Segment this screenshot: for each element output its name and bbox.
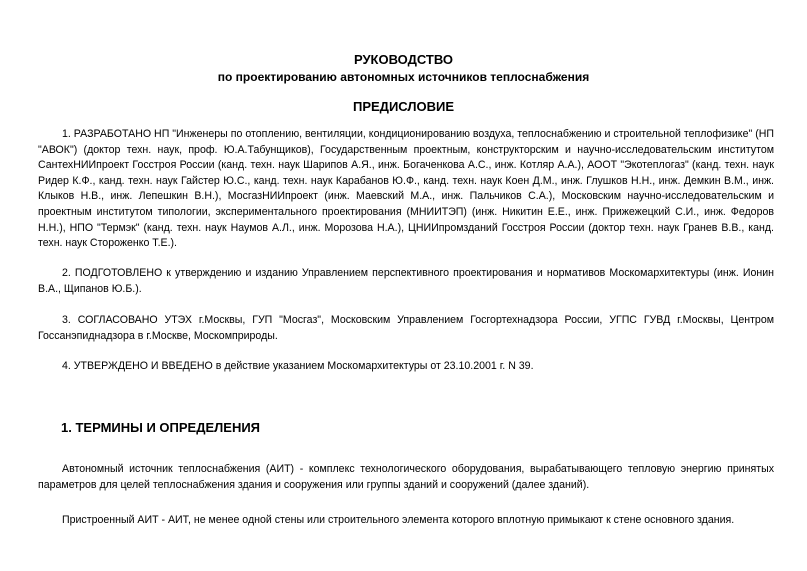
section-heading-terms: 1. ТЕРМИНЫ И ОПРЕДЕЛЕНИЯ	[61, 420, 261, 435]
document-title: РУКОВОДСТВО	[353, 52, 454, 67]
preface-item-agreed: 3. СОГЛАСОВАНО УТЭХ г.Москвы, ГУП "Мосгаз", Московским Управлением Госгортехнадзора России, УГПС ГУВД г.Москвы, Центром Госсанэпиднадзора в г.Москве, Москомприроды.	[38, 314, 774, 342]
document-subtitle: по проектированию автономных источников теплоснабжения	[217, 70, 590, 84]
preface-heading: ПРЕДИСЛОВИЕ	[353, 99, 454, 114]
preface-item-approved: 4. УТВЕРЖДЕНО И ВВЕДЕНО в действие указанием Москомархитектуры от 23.10.2001 г. N 39.	[62, 360, 534, 372]
preface-item-developed: 1. РАЗРАБОТАНО НП "Инженеры по отоплению, вентиляции, кондиционированию воздуха, теплоснабжению и строительной теплофизике" (НП "АВОК") (доктор техн. наук, проф. Ю.А.Табунщиков), Государственным проектным, конструкторским и научно-исследовательским институтом СантехНИИпроект Госстроя России (канд. техн. наук Шарипов А.Я., инж. Богаченкова А.С., инж. Котляр А.А.), АООТ "Экотеплогаз" (канд. техн. наук Ридер К.Ф., канд. техн. наук Гайстер Ю.С., канд. техн. наук Карабанов Ю.Ф., канд. техн. наук Коен Д.М., инж. Глушков Н.Н., инж. Демкин В.М., инж. Клыков Н.В., инж. Лепешкин В.Н.), МосгазНИИпроект (инж. Маевский М.А., инж. Пальчиков С.А.), Московским научно-исследовательским и проектным институтом типологии, экспериментального проектирования (МНИИТЭП) (инж. Никитин Е.Е., инж. Прижежецкий С.И., инж. Федоров Н.Н.), НПО "Термэк" (канд. техн. наук Наумов А.Л., инж. Морозова Н.А.), ЦНИИпромзданий Госстроя России (доктор техн. наук Гранев В.В., канд. техн. наук Стороженко Т.Е.).	[38, 128, 774, 250]
definition-attached-source: Пристроенный АИТ - АИТ, не менее одной стены или строительного элемента которого вплотную примыкают к стене основного здания.	[62, 514, 735, 526]
preface-item-prepared: 2. ПОДГОТОВЛЕНО к утверждению и изданию Управлением перспективного проектирования и нормативов Москомархитектуры (инж. Ионин В.А., Щипанов Ю.Б.).	[38, 267, 774, 295]
definition-autonomous-source: Автономный источник теплоснабжения (АИТ) - комплекс технологического оборудования, вырабатывающего тепловую энергию принятых параметров для целей теплоснабжения здания и сооружения или группы зданий и сооружений (далее зданий).	[38, 463, 774, 491]
